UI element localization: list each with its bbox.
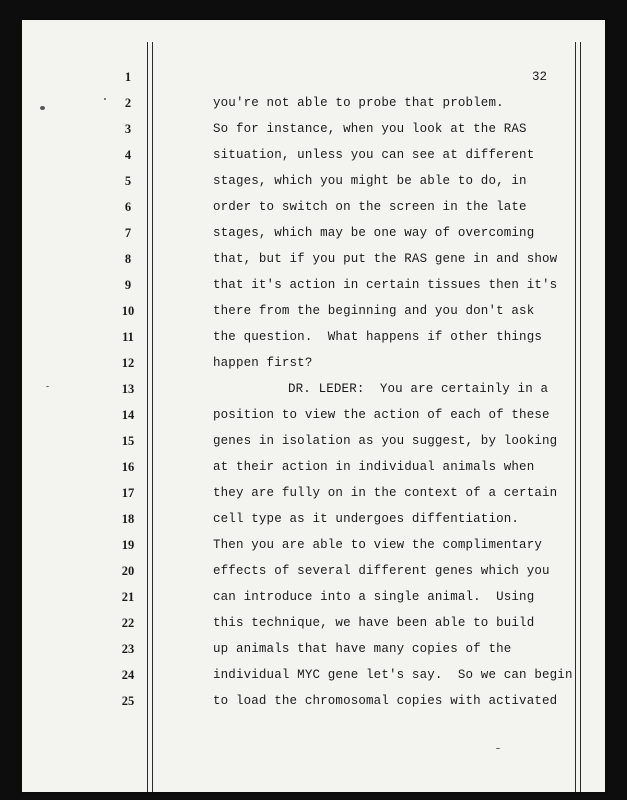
- paper-speck: [496, 748, 500, 749]
- transcript-line: up animals that have many copies of the: [213, 642, 512, 656]
- line-number: 6: [124, 200, 132, 214]
- line-number: 4: [124, 148, 132, 162]
- transcript-line: effects of several different genes which you: [213, 564, 550, 578]
- line-number: 22: [121, 616, 135, 630]
- transcript-line: genes in isolation as you suggest, by looking: [213, 434, 558, 448]
- line-number: 3: [124, 122, 132, 136]
- line-number: 17: [121, 486, 135, 500]
- transcript-line: this technique, we have been able to build: [213, 616, 535, 630]
- transcript-line: order to switch on the screen in the late: [213, 200, 527, 214]
- line-number: 2: [124, 96, 132, 110]
- speaker-line: DR. LEDER: You are certainly in a: [288, 382, 549, 396]
- transcript-line: situation, unless you can see at different: [213, 148, 535, 162]
- line-number: 9: [124, 278, 132, 292]
- line-number: 5: [124, 174, 132, 188]
- line-number: 21: [121, 590, 135, 604]
- transcript-line: stages, which may be one way of overcoming: [213, 226, 535, 240]
- transcript-line: can introduce into a single animal. Using: [213, 590, 535, 604]
- transcript-line: that it's action in certain tissues then it's: [213, 278, 558, 292]
- transcript-line: position to view the action of each of these: [213, 408, 550, 422]
- transcript-line: the question. What happens if other things: [213, 330, 543, 344]
- transcript-line: to load the chromosomal copies with activated: [213, 694, 558, 708]
- line-number: 23: [121, 642, 135, 656]
- line-number: 14: [121, 408, 135, 422]
- line-number: 12: [121, 356, 135, 370]
- transcript-line: there from the beginning and you don't ask: [213, 304, 535, 318]
- transcript-line: individual MYC gene let's say. So we can begin: [213, 668, 573, 682]
- transcript-text: [213, 90, 573, 714]
- line-number: 8: [124, 252, 132, 266]
- transcript-line: Then you are able to view the complimentary: [213, 538, 543, 552]
- left-margin-rule-outer: [147, 42, 148, 792]
- line-number: 13: [121, 382, 135, 396]
- transcript-line: at their action in individual animals when: [213, 460, 535, 474]
- line-number: 19: [121, 538, 135, 552]
- left-margin-rule-inner: [152, 42, 153, 792]
- paper-speck: [40, 106, 45, 110]
- right-margin-rule-outer: [575, 42, 576, 792]
- line-number: 10: [121, 304, 135, 318]
- line-number: 15: [121, 434, 135, 448]
- transcript-line: stages, which you might be able to do, in: [213, 174, 527, 188]
- line-number: 25: [121, 694, 135, 708]
- transcript-line: happen first?: [213, 356, 313, 370]
- right-margin-rule-inner: [580, 42, 581, 792]
- line-number: 1: [124, 70, 132, 84]
- line-number: 24: [121, 668, 135, 682]
- line-number: 18: [121, 512, 135, 526]
- line-number: 20: [121, 564, 135, 578]
- line-number: 7: [124, 226, 132, 240]
- transcript-line: you're not able to probe that problem.: [213, 96, 504, 110]
- transcript-line: they are fully on in the context of a certain: [213, 486, 558, 500]
- paper-speck: [46, 386, 49, 387]
- transcript-line: cell type as it undergoes diffentiation.: [213, 512, 520, 526]
- line-number: 16: [121, 460, 135, 474]
- transcript-line: that, but if you put the RAS gene in and show: [213, 252, 558, 266]
- paper-speck: [104, 98, 106, 100]
- line-number-column: [117, 64, 139, 714]
- page-number: 32: [532, 70, 548, 84]
- transcript-page: [22, 20, 605, 792]
- transcript-line: So for instance, when you look at the RAS: [213, 122, 527, 136]
- line-number: 11: [122, 330, 134, 344]
